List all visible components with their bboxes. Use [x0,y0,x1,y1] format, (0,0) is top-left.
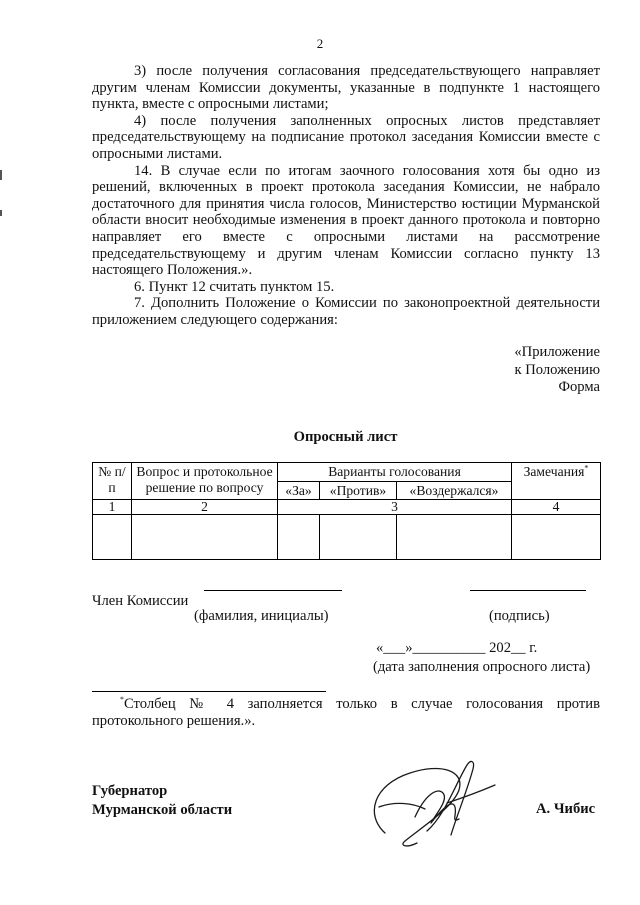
signatory-title-line-1: Губернатор [92,783,168,799]
page-number: 2 [316,36,324,51]
margin-mark [0,170,2,180]
option-for: «За» [278,481,320,500]
footnote-text: Столбец № 4 заполняется только в случае голосования против протокольного решения.». [92,696,600,729]
name-line [204,590,342,591]
empty-cell [93,515,132,560]
survey-table [92,462,601,560]
appendix-line-3: Форма [558,379,600,395]
header-options: Варианты голосования [278,463,512,482]
signature-hint: (подпись) [489,608,550,624]
date-line: «___»__________ 202__ г. [376,640,538,656]
header-remarks-label: Замечания [523,464,585,479]
footnote-divider [92,691,326,692]
signatory-title-line-2: Мурманской области [92,802,233,818]
empty-cell [512,515,601,560]
option-against: «Против» [320,481,397,500]
header-remarks [512,463,601,500]
signatory-title [92,782,232,820]
table-number-row [93,500,601,515]
option-abstain: «Воздержался» [397,481,512,500]
col-number-3: 3 [278,500,512,515]
paragraph-item-7: 7. Дополнить Положение о Комиссии по законопроектной деятельности приложением следующего содержания: [92,295,600,328]
col-number-1: 1 [93,500,132,515]
form-title: Опросный лист [293,429,398,445]
signatory-name: А. Чибис [536,801,596,817]
paragraph-3: 3) после получения согласования председательствующего направляет другим членам Комиссии документы, указанные в подпункте 1 настоящего пункта, вместе с опросными листами; [92,63,600,113]
appendix-line-2: к Положению [514,361,600,378]
signature-line [470,590,586,591]
appendix-heading [400,344,600,397]
empty-cell [320,515,397,560]
col-number-2: 2 [132,500,278,515]
handwritten-signature [355,745,505,855]
header-question: Вопрос и протокольное решение по вопросу [132,463,278,500]
footnote-mark: * [120,695,124,705]
header-remarks-mark: * [584,463,589,473]
paragraph-14: 14. В случае если по итогам заочного голосования хотя бы одно из решений, включенных в проект протокола заседания Комиссии, не набрало достаточного для принятия числа голосов, Министерство юстиции Мурманской области вносит необходимые изменения в проект данного протокола и повторно направляет его вместе с опросными листами на рассмотрение председательствующему и другим членам Комиссии согласно пункту 13 настоящего Положения.». [92,162,600,279]
member-label: Член Комиссии [92,593,189,609]
paragraph-item-6: 6. Пункт 12 считать пунктом 15. [134,278,335,295]
body-text [92,63,600,329]
appendix-line-1: «Приложение [514,344,600,360]
footnote [92,696,600,729]
empty-cell [397,515,512,560]
header-number: № п/п [93,463,132,500]
col-number-4: 4 [512,500,601,515]
paragraph-4: 4) после получения заполненных опросных листов представляет председательствующему на подписание протокол заседания Комиссии вместе с опросными листами. [92,112,600,162]
name-hint: (фамилия, инициалы) [194,608,329,624]
date-hint: (дата заполнения опросного листа) [373,659,591,675]
empty-cell [278,515,320,560]
table-empty-row [93,515,601,560]
margin-mark [0,210,2,216]
table-header-row [93,463,601,482]
empty-cell [132,515,278,560]
